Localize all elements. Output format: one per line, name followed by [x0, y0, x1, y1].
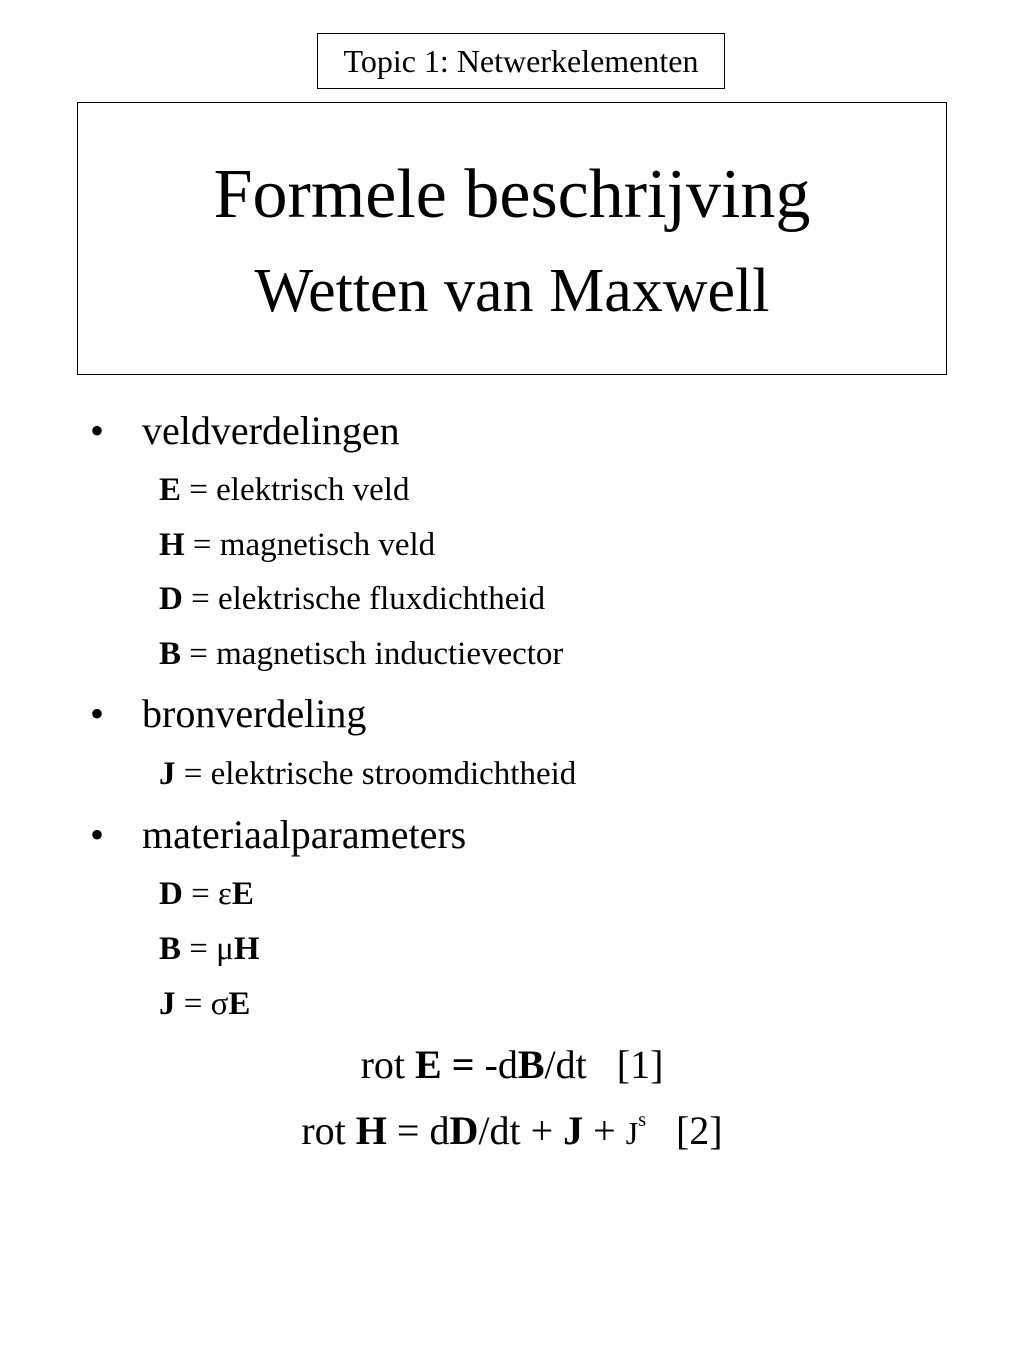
minus-d: -d: [484, 1042, 518, 1087]
per-dt-plus: /dt +: [478, 1108, 564, 1153]
bullet-heading: bronverdeling: [142, 691, 367, 736]
equals-d: = d: [386, 1108, 450, 1153]
rhs-field: B: [517, 1042, 545, 1087]
maxwell-equation-2: [0, 1107, 1024, 1157]
relation-item: [159, 929, 260, 969]
definition-text: = elektrisch veld: [181, 472, 410, 508]
plus-sign: +: [583, 1108, 626, 1153]
rot-operator: rot: [301, 1108, 356, 1153]
definition-text: = elektrische stroomdichtheid: [175, 756, 577, 792]
symbol: B: [159, 931, 182, 967]
symbol: D: [159, 581, 183, 617]
bullet-heading: materiaalparameters: [142, 812, 467, 857]
per-dt: /dt: [544, 1042, 587, 1087]
relation-item: [159, 874, 254, 914]
equation-ref: [2]: [645, 1108, 723, 1153]
definition-item: [159, 634, 563, 674]
definition-item: [159, 525, 435, 565]
rot-operator: rot: [360, 1042, 416, 1087]
bullet-veldverdelingen: [90, 407, 400, 455]
definition-item: [159, 470, 409, 510]
bullet-dot: •: [90, 691, 105, 736]
slide-subtitle: Wetten van Maxwell: [254, 257, 770, 325]
greek-parameter: σ: [210, 986, 229, 1022]
source-superscript: s: [638, 1109, 646, 1131]
operator: =: [175, 986, 211, 1022]
bullet-dot: •: [90, 408, 105, 453]
operator: =: [182, 876, 218, 912]
source-current: J: [625, 1115, 639, 1151]
topic-text: Topic 1: Netwerkelementen: [343, 42, 699, 79]
definition-item: [159, 754, 576, 794]
relation-item: [159, 984, 250, 1024]
bullet-materiaalparameters: [90, 811, 466, 859]
symbol: J: [159, 756, 176, 792]
equation-ref: [1]: [586, 1042, 664, 1087]
symbol: J: [159, 986, 176, 1022]
field-symbol: E: [231, 876, 254, 912]
bullet-heading: veldverdelingen: [142, 408, 400, 453]
operator: =: [181, 931, 217, 967]
maxwell-equation-1: [0, 1041, 1024, 1089]
definition-text: = elektrische fluxdichtheid: [182, 581, 546, 617]
equals-sign: =: [441, 1042, 485, 1087]
d-field: D: [449, 1108, 479, 1153]
definition-item: [159, 579, 545, 619]
definition-text: = magnetisch inductievector: [181, 636, 564, 672]
bullet-bronverdeling: [90, 690, 366, 738]
field-symbol: H: [233, 931, 260, 967]
definition-text: = magnetisch veld: [184, 527, 436, 563]
symbol: H: [159, 527, 185, 563]
symbol: D: [159, 876, 183, 912]
slide-title: Formele beschrijving: [213, 156, 811, 233]
lhs-field: E: [415, 1042, 442, 1087]
bullet-dot: •: [90, 812, 105, 857]
field-symbol: E: [228, 986, 251, 1022]
greek-parameter: ε: [217, 876, 232, 912]
greek-parameter: μ: [216, 931, 234, 967]
topic-label: [317, 33, 725, 89]
title-box: [77, 102, 947, 375]
symbol: E: [159, 472, 182, 508]
symbol: B: [159, 636, 182, 672]
lhs-field: H: [355, 1108, 387, 1153]
j-field: J: [563, 1108, 584, 1153]
